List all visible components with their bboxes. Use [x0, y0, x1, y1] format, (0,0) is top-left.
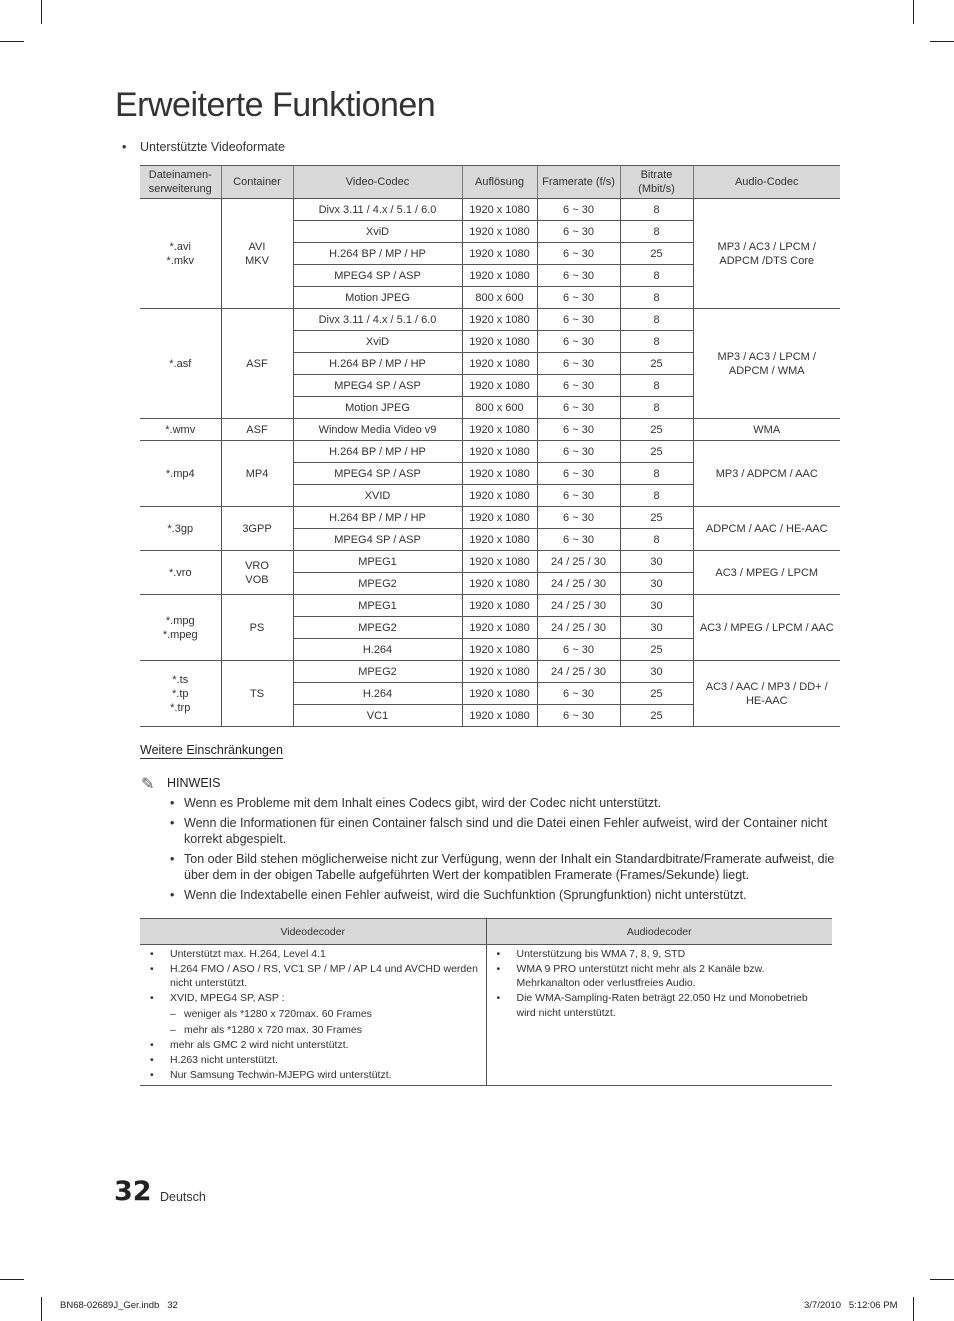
bitrate-cell: 25	[620, 441, 693, 463]
bitrate-cell: 8	[620, 375, 693, 397]
bitrate-cell: 30	[620, 551, 693, 573]
extension-cell: *.asf	[140, 309, 221, 419]
framerate-cell: 6 ~ 30	[537, 353, 620, 375]
crop-mark	[0, 41, 24, 42]
resolution-cell: 1920 x 1080	[462, 309, 537, 331]
bitrate-cell: 8	[620, 287, 693, 309]
video-decoder-subitem: – mehr als *1280 x 720 max. 30 Frames	[150, 1023, 482, 1038]
table-row	[140, 595, 840, 617]
container-cell: AVI MKV	[221, 199, 293, 309]
video-decoder-subitem: – weniger als *1280 x 720max. 60 Frames	[150, 1007, 482, 1022]
container-cell: ASF	[221, 419, 293, 441]
resolution-cell: 1920 x 1080	[462, 573, 537, 595]
framerate-cell: 6 ~ 30	[537, 441, 620, 463]
video-codec-cell: VC1	[293, 705, 462, 727]
page-title: Erweiterte Funktionen	[115, 86, 436, 124]
video-codec-cell: H.264 BP / MP / HP	[293, 441, 462, 463]
framerate-cell: 6 ~ 30	[537, 463, 620, 485]
column-header: Dateinamen- serweiterung	[140, 166, 221, 199]
video-decoder-item: • H.264 FMO / ASO / RS, VC1 SP / MP / AP L4 und AVCHD werden nicht unterstützt.	[150, 962, 482, 991]
audio-decoder-list	[497, 947, 829, 1021]
video-codec-cell: Divx 3.11 / 4.x / 5.1 / 6.0	[293, 309, 462, 331]
extension-cell: *.mpg *.mpeg	[140, 595, 221, 661]
resolution-cell: 800 x 600	[462, 397, 537, 419]
crop-mark	[913, 0, 914, 24]
framerate-cell: 6 ~ 30	[537, 485, 620, 507]
table-row	[140, 309, 840, 331]
framerate-cell: 24 / 25 / 30	[537, 617, 620, 639]
bitrate-cell: 8	[620, 221, 693, 243]
bitrate-cell: 25	[620, 243, 693, 265]
resolution-cell: 1920 x 1080	[462, 529, 537, 551]
video-codec-cell: MPEG2	[293, 573, 462, 595]
table-row	[140, 441, 840, 463]
framerate-cell: 24 / 25 / 30	[537, 595, 620, 617]
audio-decoder-cell	[486, 945, 832, 1086]
resolution-cell: 1920 x 1080	[462, 353, 537, 375]
resolution-cell: 1920 x 1080	[462, 705, 537, 727]
framerate-cell: 6 ~ 30	[537, 375, 620, 397]
resolution-cell: 1920 x 1080	[462, 265, 537, 287]
page-language: Deutsch	[160, 1190, 206, 1204]
video-codec-cell: MPEG4 SP / ASP	[293, 375, 462, 397]
video-codec-cell: MPEG1	[293, 595, 462, 617]
video-decoder-item: • H.263 nicht unterstützt.	[150, 1053, 482, 1068]
bitrate-cell: 8	[620, 463, 693, 485]
resolution-cell: 1920 x 1080	[462, 463, 537, 485]
framerate-cell: 6 ~ 30	[537, 705, 620, 727]
audio-decoder-item: • Unterstützung bis WMA 7, 8, 9, STD	[497, 947, 829, 962]
extension-cell: *.avi *.mkv	[140, 199, 221, 309]
video-codec-cell: Window Media Video v9	[293, 419, 462, 441]
video-decoder-item: • XVID, MPEG4 SP, ASP :	[150, 991, 482, 1006]
crop-mark	[930, 1279, 954, 1280]
note-item: • Wenn es Probleme mit dem Inhalt eines Codecs gibt, wird der Codec nicht unterstützt.	[170, 795, 840, 811]
container-cell: TS	[221, 661, 293, 727]
video-codec-cell: XVID	[293, 485, 462, 507]
framerate-cell: 6 ~ 30	[537, 221, 620, 243]
framerate-cell: 6 ~ 30	[537, 397, 620, 419]
video-codec-cell: H.264 BP / MP / HP	[293, 243, 462, 265]
video-codec-cell: MPEG4 SP / ASP	[293, 529, 462, 551]
column-header: Video-Codec	[293, 166, 462, 199]
audio-codec-cell: WMA	[693, 419, 840, 441]
bitrate-cell: 25	[620, 639, 693, 661]
extension-cell: *.vro	[140, 551, 221, 595]
bitrate-cell: 8	[620, 265, 693, 287]
bullet-icon: •	[122, 140, 127, 154]
note-item: • Wenn die Indextabelle einen Fehler aufweist, wird die Suchfunktion (Sprungfunktion) nicht unterstützt.	[170, 887, 840, 903]
table-row	[140, 199, 840, 221]
framerate-cell: 6 ~ 30	[537, 243, 620, 265]
container-cell: ASF	[221, 309, 293, 419]
decoder-header-row	[140, 919, 832, 945]
video-codec-cell: MPEG4 SP / ASP	[293, 265, 462, 287]
framerate-cell: 6 ~ 30	[537, 265, 620, 287]
column-header: Bitrate (Mbit/s)	[620, 166, 693, 199]
audio-decoder-item: • WMA 9 PRO unterstützt nicht mehr als 2 Kanäle bzw. Mehrkanalton oder verlustfreies Audio.	[497, 962, 829, 991]
restrictions-heading: Weitere Einschränkungen	[140, 743, 283, 757]
video-codec-cell: MPEG1	[293, 551, 462, 573]
video-decoder-cell	[140, 945, 486, 1086]
resolution-cell: 1920 x 1080	[462, 661, 537, 683]
table-row	[140, 507, 840, 529]
bitrate-cell: 25	[620, 419, 693, 441]
crop-mark	[930, 41, 954, 42]
resolution-cell: 1920 x 1080	[462, 221, 537, 243]
crop-mark	[0, 1279, 24, 1280]
extension-cell: *.3gp	[140, 507, 221, 551]
bitrate-cell: 25	[620, 705, 693, 727]
bitrate-cell: 25	[620, 353, 693, 375]
framerate-cell: 24 / 25 / 30	[537, 661, 620, 683]
table-header-row	[140, 166, 840, 199]
page-number: 32	[114, 1176, 152, 1207]
framerate-cell: 24 / 25 / 30	[537, 551, 620, 573]
audio-codec-cell: AC3 / MPEG / LPCM	[693, 551, 840, 595]
video-codec-cell: H.264 BP / MP / HP	[293, 507, 462, 529]
video-decoder-header: Videodecoder	[140, 919, 486, 945]
resolution-cell: 1920 x 1080	[462, 683, 537, 705]
container-cell: VRO VOB	[221, 551, 293, 595]
bitrate-cell: 30	[620, 617, 693, 639]
column-header: Container	[221, 166, 293, 199]
pencil-icon: ✎	[141, 776, 155, 793]
audio-codec-cell: MP3 / AC3 / LPCM / ADPCM /DTS Core	[693, 199, 840, 309]
resolution-cell: 1920 x 1080	[462, 639, 537, 661]
table-row	[140, 419, 840, 441]
bitrate-cell: 8	[620, 397, 693, 419]
video-codec-cell: Motion JPEG	[293, 287, 462, 309]
video-codec-cell: MPEG4 SP / ASP	[293, 463, 462, 485]
resolution-cell: 1920 x 1080	[462, 419, 537, 441]
crop-mark	[913, 1297, 914, 1321]
video-decoder-item: • Unterstützt max. H.264, Level 4.1	[150, 947, 482, 962]
resolution-cell: 1920 x 1080	[462, 199, 537, 221]
column-header: Auflösung	[462, 166, 537, 199]
resolution-cell: 1920 x 1080	[462, 595, 537, 617]
bitrate-cell: 30	[620, 595, 693, 617]
video-codec-cell: H.264 BP / MP / HP	[293, 353, 462, 375]
framerate-cell: 24 / 25 / 30	[537, 573, 620, 595]
bitrate-cell: 8	[620, 309, 693, 331]
column-header: Audio-Codec	[693, 166, 840, 199]
crop-mark	[41, 1297, 42, 1321]
video-codec-cell: XviD	[293, 331, 462, 353]
audio-codec-cell: ADPCM / AAC / HE-AAC	[693, 507, 840, 551]
framerate-cell: 6 ~ 30	[537, 639, 620, 661]
resolution-cell: 1920 x 1080	[462, 617, 537, 639]
video-decoder-item: • Nur Samsung Techwin-MJEPG wird unterstützt.	[150, 1068, 482, 1083]
note-heading: ✎ HINWEIS	[141, 776, 221, 793]
resolution-cell: 1920 x 1080	[462, 243, 537, 265]
audio-codec-cell: MP3 / AC3 / LPCM / ADPCM / WMA	[693, 309, 840, 419]
framerate-cell: 6 ~ 30	[537, 199, 620, 221]
video-codec-cell: Motion JPEG	[293, 397, 462, 419]
video-decoder-item: • mehr als GMC 2 wird nicht unterstützt.	[150, 1038, 482, 1053]
extension-cell: *.wmv	[140, 419, 221, 441]
framerate-cell: 6 ~ 30	[537, 683, 620, 705]
bitrate-cell: 8	[620, 529, 693, 551]
video-decoder-list	[150, 947, 482, 1082]
crop-mark	[41, 0, 42, 24]
audio-decoder-header: Audiodecoder	[486, 919, 832, 945]
table-row	[140, 551, 840, 573]
bitrate-cell: 8	[620, 199, 693, 221]
resolution-cell: 1920 x 1080	[462, 485, 537, 507]
resolution-cell: 1920 x 1080	[462, 507, 537, 529]
resolution-cell: 1920 x 1080	[462, 331, 537, 353]
audio-codec-cell: AC3 / AAC / MP3 / DD+ / HE-AAC	[693, 661, 840, 727]
container-cell: PS	[221, 595, 293, 661]
bitrate-cell: 30	[620, 573, 693, 595]
framerate-cell: 6 ~ 30	[537, 529, 620, 551]
framerate-cell: 6 ~ 30	[537, 419, 620, 441]
table-body	[140, 199, 840, 727]
audio-codec-cell: MP3 / ADPCM / AAC	[693, 441, 840, 507]
resolution-cell: 1920 x 1080	[462, 441, 537, 463]
framerate-cell: 6 ~ 30	[537, 287, 620, 309]
framerate-cell: 6 ~ 30	[537, 507, 620, 529]
video-codec-cell: MPEG2	[293, 617, 462, 639]
resolution-cell: 1920 x 1080	[462, 375, 537, 397]
video-codec-cell: Divx 3.11 / 4.x / 5.1 / 6.0	[293, 199, 462, 221]
note-list	[170, 795, 840, 907]
column-header: Framerate (f/s)	[537, 166, 620, 199]
resolution-cell: 1920 x 1080	[462, 551, 537, 573]
extension-cell: *.ts *.tp *.trp	[140, 661, 221, 727]
resolution-cell: 800 x 600	[462, 287, 537, 309]
video-codec-cell: MPEG2	[293, 661, 462, 683]
container-cell: MP4	[221, 441, 293, 507]
decoder-table	[140, 918, 832, 1086]
bitrate-cell: 25	[620, 683, 693, 705]
video-codec-cell: H.264	[293, 683, 462, 705]
note-item: • Ton oder Bild stehen möglicherweise nicht zur Verfügung, wenn der Inhalt ein Standardbitrate/Framerate aufweist, die über dem in der obigen Tabelle aufgeführten Wert der kompatiblen Framerate (Frames/Sekunde) liegt.	[170, 851, 840, 883]
decoder-body-row	[140, 945, 832, 1086]
bitrate-cell: 25	[620, 507, 693, 529]
bitrate-cell: 8	[620, 485, 693, 507]
bitrate-cell: 30	[620, 661, 693, 683]
audio-codec-cell: AC3 / MPEG / LPCM / AAC	[693, 595, 840, 661]
audio-decoder-item: • Die WMA-Sampling-Raten beträgt 22.050 Hz und Monobetrieb wird nicht unterstützt.	[497, 991, 829, 1020]
table-row	[140, 661, 840, 683]
extension-cell: *.mp4	[140, 441, 221, 507]
print-timestamp: 3/7/2010 5:12:06 PM	[804, 1300, 898, 1311]
bitrate-cell: 8	[620, 331, 693, 353]
supported-formats-heading: • Unterstützte Videoformate	[122, 140, 285, 154]
note-item: • Wenn die Informationen für einen Container falsch sind und die Datei einen Fehler aufweist, wird der Container nicht korrekt abgespielt.	[170, 815, 840, 847]
print-file-info: BN68-02689J_Ger.indb 32	[60, 1300, 178, 1311]
video-codec-cell: H.264	[293, 639, 462, 661]
framerate-cell: 6 ~ 30	[537, 309, 620, 331]
video-codec-cell: XviD	[293, 221, 462, 243]
video-format-table	[140, 165, 840, 727]
container-cell: 3GPP	[221, 507, 293, 551]
framerate-cell: 6 ~ 30	[537, 331, 620, 353]
